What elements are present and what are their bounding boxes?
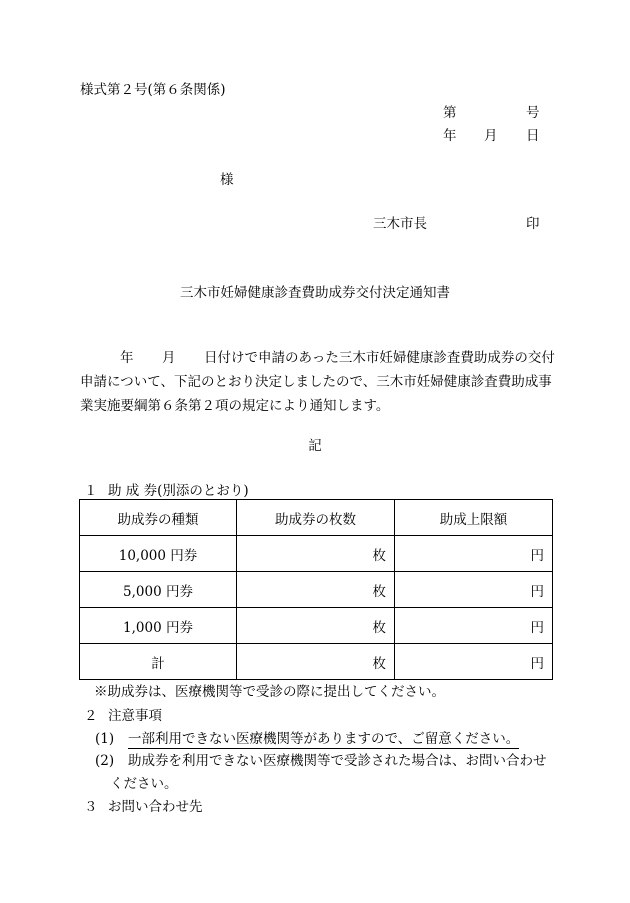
section3-number: ３ xyxy=(84,799,98,815)
table-row xyxy=(80,572,553,608)
number-prefix: 第 xyxy=(443,105,457,121)
note-item-text-underlined: 一部利用できない医療機関等がありますので、ご留意ください。 xyxy=(128,731,520,747)
note-item-text xyxy=(128,731,519,747)
note-item-marker: (1) xyxy=(95,731,115,747)
body-month: 月 xyxy=(162,350,176,366)
amount-unit: 円 xyxy=(395,572,553,608)
count-unit: 枚 xyxy=(237,536,395,572)
body-text: 日付けで申請のあった三木市妊婦健康診査費助成券の交付申請について、下記のとおり決定しましたので、三木市妊婦健康診査費助成事業実施要綱第６条第２項の規定により通知します。 xyxy=(80,350,555,414)
amount-unit: 円 xyxy=(395,608,553,644)
ki-label: 記 xyxy=(308,438,322,454)
voucher-table xyxy=(79,499,553,680)
count-unit: 枚 xyxy=(237,572,395,608)
table-header: 助成上限額 xyxy=(395,500,553,536)
form-label: 様式第２号(第６条関係) xyxy=(80,82,226,98)
number-suffix: 号 xyxy=(526,105,540,121)
section1-number: １ xyxy=(84,483,98,499)
body-year: 年 xyxy=(120,350,134,366)
voucher-type: 計 xyxy=(80,644,237,680)
table-row xyxy=(80,536,553,572)
table-row xyxy=(80,608,553,644)
voucher-type: 10,000 円券 xyxy=(80,536,237,572)
voucher-type: 1,000 円券 xyxy=(80,608,237,644)
section1-title: 助 成 券(別添のとおり) xyxy=(108,483,249,499)
section2-number: ２ xyxy=(84,708,98,724)
date-month: 月 xyxy=(484,128,498,144)
note-item-text: 助成券を利用できない医療機関等で受診された場合は、お問い合わせ xyxy=(128,753,547,769)
issuer-name: 三木市長 xyxy=(373,216,427,232)
table-header-row xyxy=(80,500,553,536)
issuer-seal: 印 xyxy=(526,216,540,232)
table-note: ※助成券は、医療機関等で受診の際に提出してください。 xyxy=(94,684,445,700)
table-row xyxy=(80,644,553,680)
document-title: 三木市妊婦健康診査費助成券交付決定通知書 xyxy=(180,285,450,301)
voucher-type: 5,000 円券 xyxy=(80,572,237,608)
table-header: 助成券の種類 xyxy=(80,500,237,536)
count-unit: 枚 xyxy=(237,644,395,680)
table-header: 助成券の枚数 xyxy=(237,500,395,536)
amount-unit: 円 xyxy=(395,536,553,572)
date-year: 年 xyxy=(443,128,457,144)
date-day: 日 xyxy=(526,128,540,144)
note-item-marker: (2) xyxy=(95,753,115,769)
section2-title: 注意事項 xyxy=(108,708,162,724)
section3-title: お問い合わせ先 xyxy=(108,799,203,815)
note-item-text-continued: ください。 xyxy=(110,776,178,792)
count-unit: 枚 xyxy=(237,608,395,644)
addressee-suffix: 様 xyxy=(220,172,234,188)
amount-unit: 円 xyxy=(395,644,553,680)
